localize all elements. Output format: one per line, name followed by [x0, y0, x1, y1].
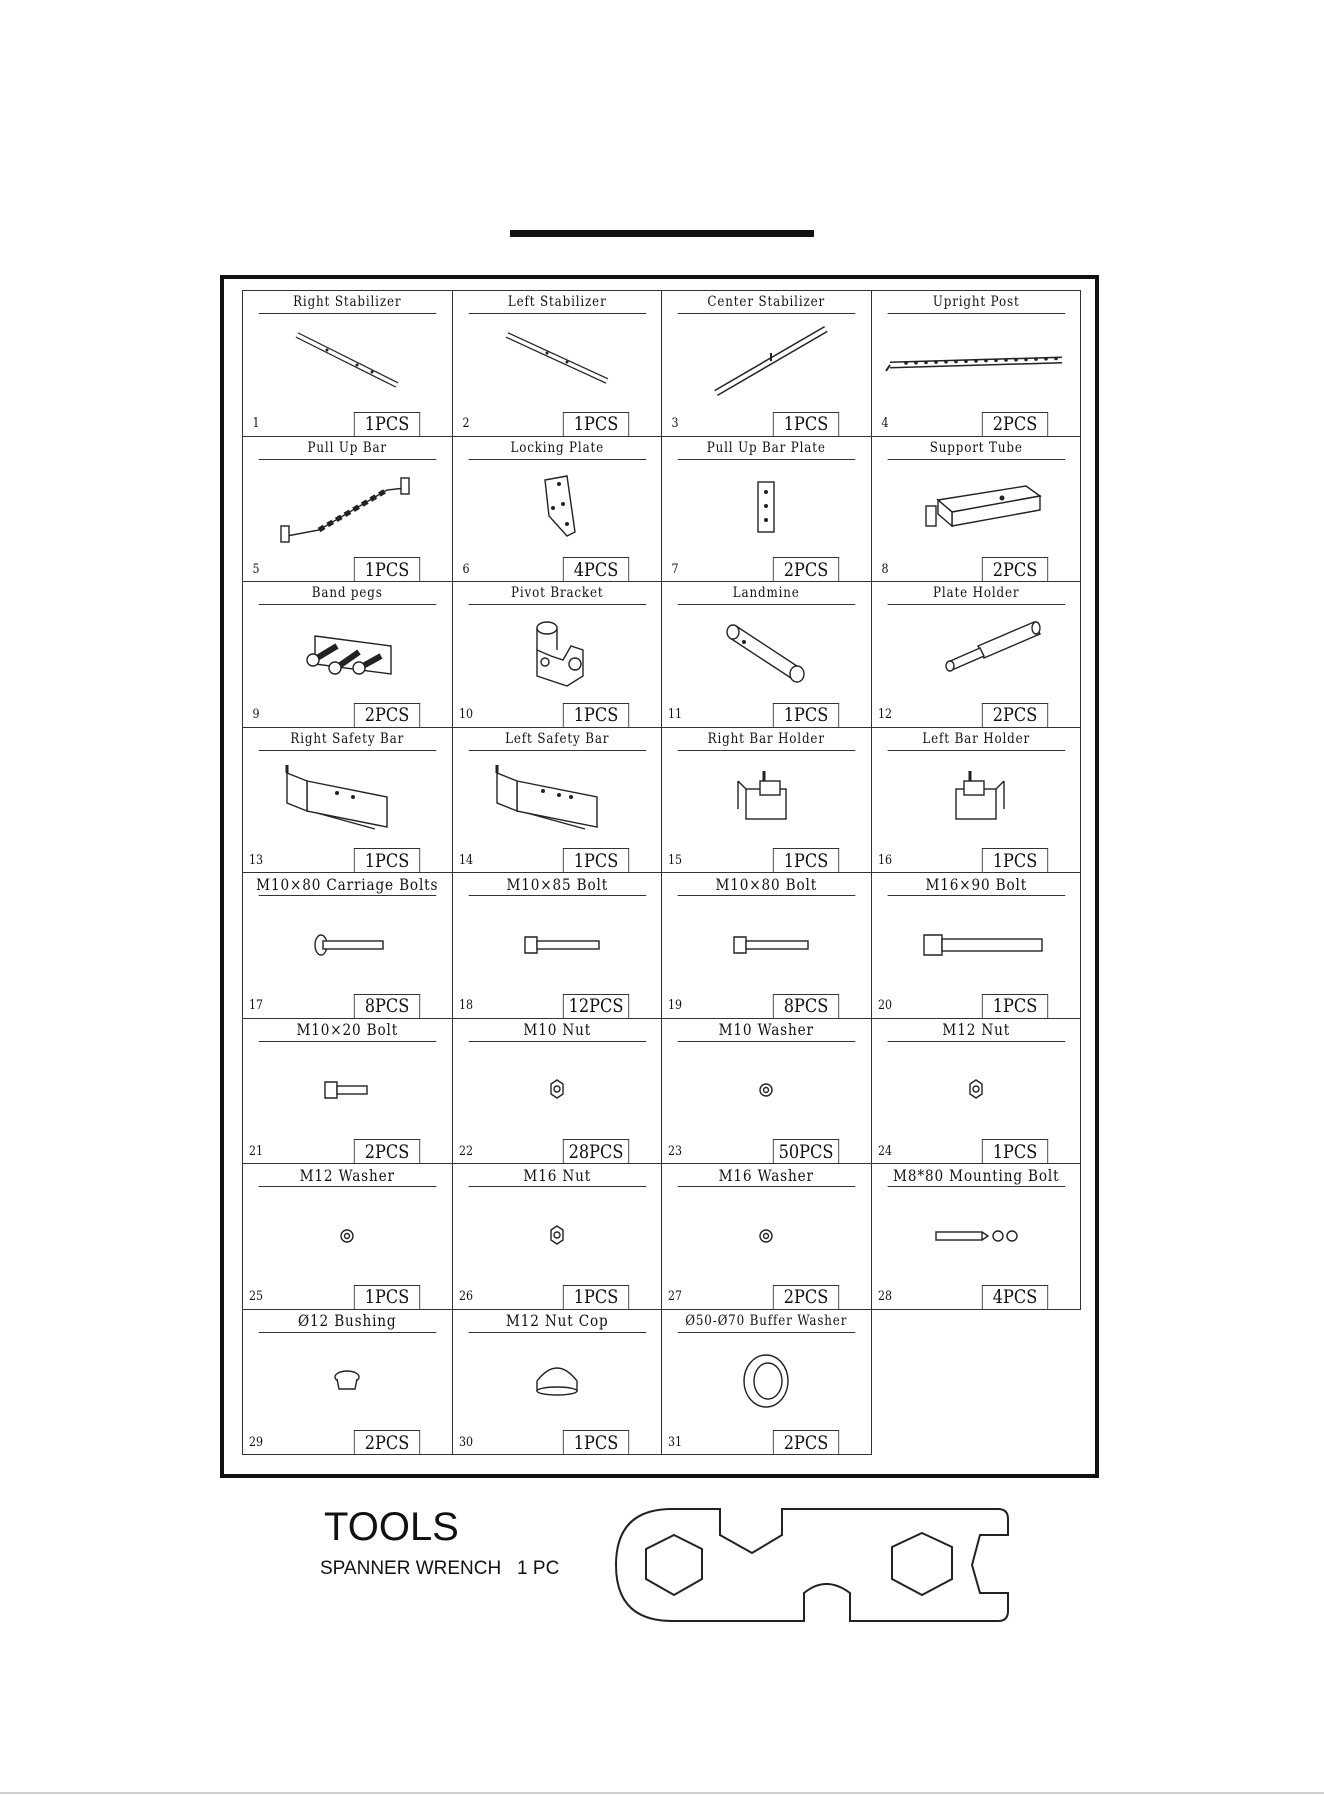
part-name: Pull Up Bar [259, 437, 436, 460]
part-number: 2 [461, 416, 470, 431]
part-name: Band pegs [259, 582, 436, 605]
part-cell [661, 290, 872, 437]
part-number: 30 [458, 1434, 473, 1450]
bar-holder-right-icon [662, 751, 871, 849]
part-cell [452, 290, 663, 437]
part-cell [452, 727, 663, 874]
part-cell [871, 727, 1082, 874]
part-name: M10 Washer [678, 1019, 855, 1042]
part-quantity: 1PCS [563, 412, 629, 436]
part-quantity: 28PCS [563, 1139, 629, 1163]
part-quantity: 1PCS [563, 1430, 629, 1454]
spanner-wrench-icon [610, 1505, 1010, 1625]
landmine-icon [662, 605, 871, 703]
part-cell [661, 872, 872, 1019]
part-quantity: 1PCS [982, 994, 1048, 1018]
part-quantity: 2PCS [353, 703, 419, 727]
part-name: M16×90 Bolt [887, 873, 1064, 896]
part-name: M10×80 Carriage Bolts [259, 873, 436, 896]
part-name: M12 Nut Cop [468, 1310, 645, 1333]
part-number: 9 [252, 707, 260, 722]
bolt-icon-drawing [467, 897, 647, 993]
nut-icon-drawing [467, 1042, 647, 1138]
part-name: Center Stabilizer [678, 291, 855, 314]
part-cell [871, 581, 1082, 728]
landmine-icon-drawing [676, 606, 856, 702]
part-cell [661, 581, 872, 728]
stabilizer-right-icon-drawing [257, 315, 437, 411]
part-name: Ø50-Ø70 Buffer Washer [678, 1310, 855, 1333]
part-quantity: 2PCS [772, 1285, 838, 1309]
stabilizer-center-icon [662, 314, 871, 412]
bolt-large-icon [872, 896, 1081, 994]
washer-icon-drawing [676, 1042, 856, 1138]
part-name: Support Tube [887, 437, 1064, 460]
part-number: 1 [252, 416, 260, 431]
washer-icon [243, 1187, 452, 1285]
part-quantity: 2PCS [772, 1430, 838, 1454]
pivot-bracket-icon [453, 605, 662, 703]
title-underline [510, 230, 814, 237]
part-cell [661, 1018, 872, 1165]
bolt-short-icon-drawing [257, 1042, 437, 1138]
part-cell [452, 436, 663, 583]
part-name: M10×80 Bolt [678, 873, 855, 896]
bar-holder-right-icon-drawing [676, 751, 856, 847]
part-cell [452, 1018, 663, 1165]
part-cell [871, 436, 1082, 583]
bolt-icon-drawing [676, 897, 856, 993]
safety-bar-right-icon-drawing [257, 751, 437, 847]
stabilizer-left-icon-drawing [467, 315, 647, 411]
part-number: 26 [458, 1289, 473, 1304]
bar-holder-left-icon-drawing [886, 751, 1066, 847]
part-name: Locking Plate [468, 437, 645, 460]
washer-icon-drawing [257, 1188, 437, 1284]
part-quantity: 8PCS [353, 994, 419, 1018]
bushing-icon [243, 1333, 452, 1431]
pull-up-bar-icon [243, 460, 452, 558]
part-number: 18 [458, 998, 473, 1013]
part-cell [661, 1163, 872, 1310]
part-quantity: 1PCS [353, 557, 419, 581]
bushing-icon-drawing [257, 1333, 437, 1429]
pull-up-bar-plate-icon-drawing [676, 460, 856, 556]
part-cell [661, 436, 872, 583]
part-name: M10×85 Bolt [468, 873, 645, 896]
band-pegs-icon-drawing [257, 606, 437, 702]
pivot-bracket-icon-drawing [467, 606, 647, 702]
part-name: Landmine [678, 582, 855, 605]
pull-up-bar-icon-drawing [257, 460, 437, 556]
stabilizer-left-icon [453, 314, 662, 412]
scan-line [0, 1792, 1324, 1794]
part-quantity: 1PCS [772, 412, 838, 436]
part-cell [661, 727, 872, 874]
part-cell [871, 290, 1082, 437]
mounting-bolt-icon-drawing [886, 1188, 1066, 1284]
part-quantity: 4PCS [982, 1285, 1048, 1309]
part-cell [871, 1163, 1082, 1310]
part-name: Left Safety Bar [468, 728, 645, 751]
locking-plate-icon-drawing [467, 460, 647, 556]
part-cell [871, 872, 1082, 1019]
part-number: 5 [252, 561, 260, 577]
part-name: Upright Post [887, 291, 1064, 314]
nut-cap-icon-drawing [467, 1333, 647, 1429]
part-quantity: 1PCS [353, 1285, 419, 1309]
part-cell [242, 872, 453, 1019]
part-quantity: 12PCS [563, 994, 629, 1018]
part-cell [242, 727, 453, 874]
washer-icon-drawing [676, 1188, 856, 1284]
carriage-bolt-icon [243, 896, 452, 994]
part-number: 21 [248, 1143, 264, 1159]
part-quantity: 1PCS [353, 848, 419, 872]
stabilizer-center-icon-drawing [676, 315, 856, 411]
part-name: Right Safety Bar [259, 728, 436, 751]
part-number: 23 [667, 1143, 683, 1159]
nut-icon [872, 1042, 1081, 1140]
part-quantity: 2PCS [353, 1430, 419, 1454]
part-name: M12 Nut [887, 1019, 1064, 1042]
nut-icon [453, 1187, 662, 1285]
support-tube-icon-drawing [886, 460, 1066, 556]
safety-bar-left-icon-drawing [467, 751, 647, 847]
part-name: Left Bar Holder [887, 728, 1064, 751]
bolt-large-icon-drawing [886, 897, 1066, 993]
support-tube-icon [872, 460, 1081, 558]
buffer-washer-icon [662, 1333, 871, 1431]
part-number: 19 [667, 998, 683, 1013]
bolt-icon [453, 896, 662, 994]
part-quantity: 1PCS [772, 703, 838, 727]
part-number: 27 [667, 1289, 683, 1304]
part-quantity: 2PCS [772, 557, 838, 581]
part-quantity: 8PCS [772, 994, 838, 1018]
washer-icon [662, 1187, 871, 1285]
part-number: 12 [877, 707, 892, 722]
part-number: 13 [248, 852, 264, 868]
plate-holder-icon-drawing [886, 606, 1066, 702]
part-number: 17 [248, 998, 264, 1013]
part-quantity: 4PCS [563, 557, 629, 581]
part-name: Ø12 Bushing [259, 1310, 436, 1333]
part-cell [452, 1163, 663, 1310]
part-name: Left Stabilizer [468, 291, 645, 314]
part-name: M8*80 Mounting Bolt [887, 1164, 1064, 1187]
bar-holder-left-icon [872, 751, 1081, 849]
part-cell [242, 436, 453, 583]
tools-heading: TOOLS [324, 1505, 459, 1549]
part-name: Plate Holder [887, 582, 1064, 605]
nut-icon [453, 1042, 662, 1140]
part-name: Right Bar Holder [678, 728, 855, 751]
part-cell [452, 581, 663, 728]
part-number: 10 [458, 707, 473, 722]
part-quantity: 2PCS [982, 703, 1048, 727]
part-name: M10×20 Bolt [259, 1019, 436, 1042]
tools-item: SPANNER WRENCH 1 PC [320, 1558, 560, 1579]
part-number: 4 [880, 416, 889, 431]
upright-post-icon-drawing [886, 315, 1066, 411]
stabilizer-right-icon [243, 314, 452, 412]
part-name: Pivot Bracket [468, 582, 645, 605]
part-name: M16 Nut [468, 1164, 645, 1187]
part-number: 7 [671, 561, 679, 577]
part-name: Pull Up Bar Plate [678, 437, 855, 460]
bolt-icon [662, 896, 871, 994]
part-number: 22 [458, 1143, 473, 1159]
part-quantity: 2PCS [982, 412, 1048, 436]
part-number: 16 [877, 852, 892, 868]
nut-cap-icon [453, 1333, 662, 1431]
safety-bar-right-icon [243, 751, 452, 849]
part-number: 24 [877, 1143, 892, 1159]
part-quantity: 1PCS [982, 1139, 1048, 1163]
part-number: 28 [877, 1289, 892, 1304]
part-number: 15 [667, 852, 683, 868]
buffer-washer-icon-drawing [676, 1333, 856, 1429]
part-quantity: 2PCS [353, 1139, 419, 1163]
part-quantity: 2PCS [982, 557, 1048, 581]
part-number: 29 [248, 1434, 264, 1450]
part-quantity: 1PCS [982, 848, 1048, 872]
nut-icon-drawing [467, 1188, 647, 1284]
locking-plate-icon [453, 460, 662, 558]
part-cell [242, 290, 453, 437]
part-quantity: 1PCS [563, 848, 629, 872]
band-pegs-icon [243, 605, 452, 703]
bolt-short-icon [243, 1042, 452, 1140]
part-number: 11 [667, 707, 683, 722]
part-cell [452, 872, 663, 1019]
mounting-bolt-icon [872, 1187, 1081, 1285]
part-name: M12 Washer [259, 1164, 436, 1187]
part-cell [871, 1018, 1082, 1165]
part-number: 31 [667, 1434, 683, 1450]
part-cell [242, 1309, 453, 1456]
part-name: M16 Washer [678, 1164, 855, 1187]
pull-up-bar-plate-icon [662, 460, 871, 558]
part-quantity: 1PCS [772, 848, 838, 872]
upright-post-icon [872, 314, 1081, 412]
part-cell [242, 581, 453, 728]
part-name: M10 Nut [468, 1019, 645, 1042]
plate-holder-icon [872, 605, 1081, 703]
part-number: 3 [671, 416, 679, 431]
part-quantity: 1PCS [563, 703, 629, 727]
part-quantity: 1PCS [563, 1285, 629, 1309]
part-number: 14 [458, 852, 473, 868]
parts-grid [242, 290, 1080, 1454]
part-quantity: 1PCS [353, 412, 419, 436]
part-cell [452, 1309, 663, 1456]
part-number: 20 [877, 998, 892, 1013]
part-cell [661, 1309, 872, 1456]
part-name: Right Stabilizer [259, 291, 436, 314]
part-number: 6 [461, 561, 470, 577]
carriage-bolt-icon-drawing [257, 897, 437, 993]
part-cell [242, 1163, 453, 1310]
safety-bar-left-icon [453, 751, 662, 849]
part-number: 25 [248, 1289, 264, 1304]
washer-icon [662, 1042, 871, 1140]
nut-icon-drawing [886, 1042, 1066, 1138]
part-number: 8 [880, 561, 889, 577]
part-quantity: 50PCS [772, 1139, 838, 1163]
part-cell [242, 1018, 453, 1165]
